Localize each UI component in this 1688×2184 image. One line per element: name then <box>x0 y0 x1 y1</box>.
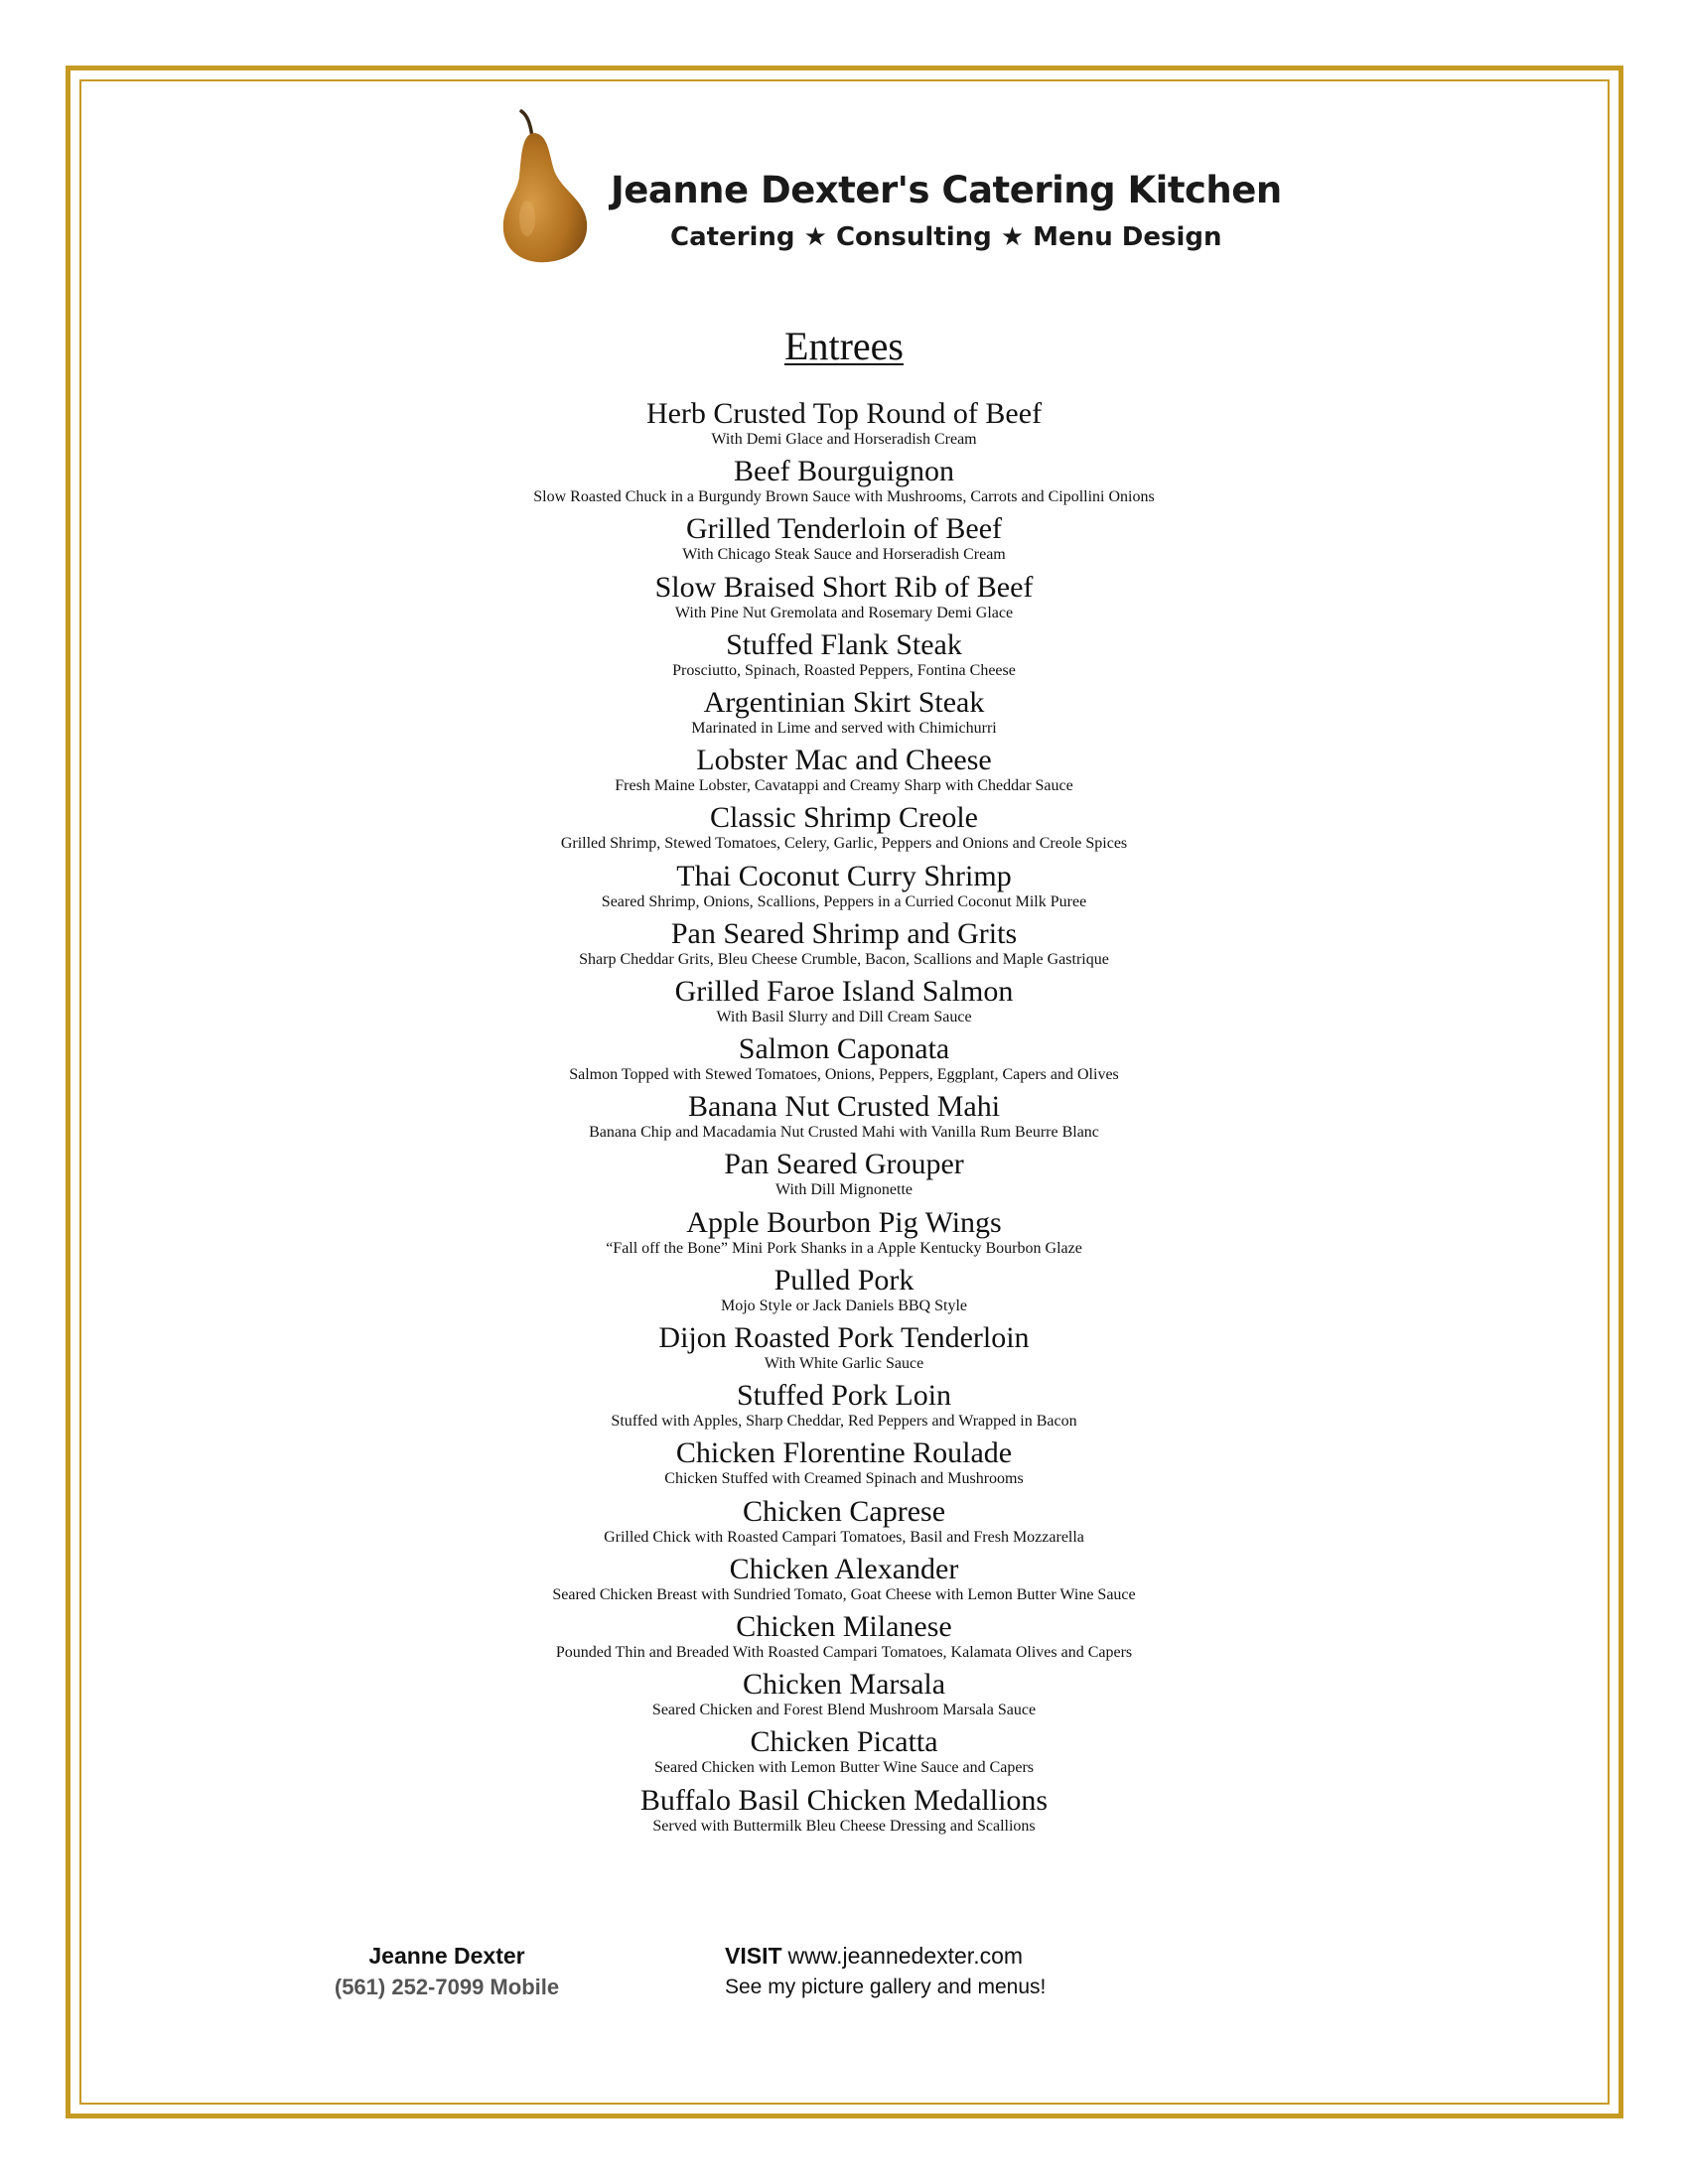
menu-item <box>149 917 1539 975</box>
visit-label: VISIT <box>725 1943 782 1969</box>
contact-info <box>298 1941 596 2004</box>
item-name: Argentinian Skirt Steak <box>703 685 985 719</box>
item-description: Grilled Shrimp, Stewed Tomatoes, Celery, Garlic, Peppers and Onions and Creole Spices <box>560 835 1128 853</box>
contact-name: Jeanne Dexter <box>368 1943 525 1969</box>
item-description: Stuffed with Apples, Sharp Cheddar, Red Peppers and Wrapped in Bacon <box>611 1413 1077 1431</box>
item-name: Buffalo Basil Chicken Medallions <box>639 1783 1049 1817</box>
item-description: With Basil Slurry and Dill Cream Sauce <box>716 1008 972 1025</box>
item-name: Pan Seared Shrimp and Grits <box>670 916 1018 950</box>
menu-item <box>149 397 1539 455</box>
menu-item <box>149 1610 1539 1668</box>
visit-info <box>725 1941 1122 2004</box>
item-name: Apple Bourbon Pig Wings <box>686 1205 1002 1239</box>
visit-note: See my picture gallery and menus! <box>725 1976 1047 1998</box>
item-name: Lobster Mac and Cheese <box>696 744 992 777</box>
item-description: With Chicago Steak Sauce and Horseradish Cream <box>682 546 1006 564</box>
menu-item <box>149 1495 1539 1553</box>
item-description: Seared Chicken Breast with Sundried Tomato, Goat Cheese with Lemon Butter Wine Sauce <box>552 1585 1136 1603</box>
menu-item <box>149 1725 1539 1783</box>
item-description: With Demi Glace and Horseradish Cream <box>711 431 977 448</box>
menu-item <box>149 1264 1539 1321</box>
item-description: Slow Roasted Chuck in a Burgundy Brown Sauce with Mushrooms, Carrots and Cipollini Onions <box>533 488 1155 506</box>
item-description: With Dill Mignonette <box>774 1181 913 1199</box>
item-name: Chicken Alexander <box>729 1552 959 1585</box>
item-description: Fresh Maine Lobster, Cavatappi and Creamy Sharp with Cheddar Sauce <box>615 777 1073 795</box>
item-name: Chicken Marsala <box>742 1668 946 1702</box>
menu-item <box>149 512 1539 570</box>
item-description: Served with Buttermilk Bleu Cheese Dressing and Scallions <box>652 1817 1036 1835</box>
item-name: Grilled Tenderloin of Beef <box>685 512 1003 546</box>
item-name: Herb Crusted Top Round of Beef <box>645 397 1043 430</box>
entree-list <box>149 397 1539 1842</box>
item-description: Mojo Style or Jack Daniels BBQ Style <box>721 1297 967 1314</box>
item-description: Banana Chip and Macadamia Nut Crusted Mahi with Vanilla Rum Beurre Blanc <box>589 1124 1099 1142</box>
menu-item <box>149 975 1539 1032</box>
item-description: “Fall off the Bone” Mini Pork Shanks in a Apple Kentucky Bourbon Glaze <box>606 1239 1082 1257</box>
brand-logo <box>499 107 1282 266</box>
menu-item <box>149 1321 1539 1379</box>
menu-item <box>149 744 1539 801</box>
menu-item <box>149 628 1539 686</box>
item-description: Prosciutto, Spinach, Roasted Peppers, Fontina Cheese <box>672 661 1016 679</box>
item-name: Slow Braised Short Rib of Beef <box>654 570 1034 604</box>
pear-icon <box>499 107 591 266</box>
item-name: Banana Nut Crusted Mahi <box>687 1090 1001 1124</box>
item-name: Chicken Picatta <box>750 1725 938 1759</box>
item-name: Stuffed Flank Steak <box>726 627 962 661</box>
item-description: Grilled Chick with Roasted Campari Tomatoes, Basil and Fresh Mozzarella <box>604 1528 1084 1546</box>
menu-item <box>149 1668 1539 1725</box>
item-description: Marinated in Lime and served with Chimichurri <box>691 719 997 737</box>
item-description: Chicken Stuffed with Creamed Spinach and Mushrooms <box>664 1470 1024 1488</box>
menu-item <box>149 455 1539 512</box>
item-name: Pan Seared Grouper <box>724 1148 964 1181</box>
item-description: Sharp Cheddar Grits, Bleu Cheese Crumble, Bacon, Scallions and Maple Gastrique <box>579 950 1109 968</box>
brand-tagline: Catering ★ Consulting ★ Menu Design <box>670 222 1222 252</box>
menu-item <box>149 1206 1539 1264</box>
menu-item <box>149 1436 1539 1494</box>
menu-item <box>149 1553 1539 1610</box>
item-name: Beef Bourguignon <box>734 455 954 488</box>
section-title: Entrees <box>784 324 904 368</box>
visit-line <box>725 1941 1122 1971</box>
item-name: Chicken Milanese <box>736 1609 952 1643</box>
item-name: Grilled Faroe Island Salmon <box>674 974 1014 1008</box>
contact-phone[interactable]: (561) 252-7099 Mobile <box>334 1975 560 1999</box>
item-description: With White Garlic Sauce <box>764 1355 924 1372</box>
item-name: Pulled Pork <box>774 1263 914 1297</box>
menu-item <box>149 1784 1539 1842</box>
item-description: Seared Chicken and Forest Blend Mushroom Marsala Sauce <box>651 1702 1037 1719</box>
item-name: Dijon Roasted Pork Tenderloin <box>658 1321 1030 1354</box>
website-link[interactable]: www.jeannedexter.com <box>787 1943 1024 1969</box>
menu-item <box>149 1090 1539 1148</box>
menu-item <box>149 686 1539 744</box>
item-description: Seared Chicken with Lemon Butter Wine Sauce and Capers <box>653 1759 1035 1777</box>
item-name: Salmon Caponata <box>738 1032 950 1066</box>
item-name: Classic Shrimp Creole <box>710 801 978 835</box>
menu-item <box>149 1379 1539 1436</box>
item-name: Chicken Florentine Roulade <box>675 1436 1013 1470</box>
item-description: With Pine Nut Gremolata and Rosemary Demi Glace <box>674 604 1014 621</box>
menu-item <box>149 860 1539 917</box>
menu-item <box>149 571 1539 628</box>
item-description: Salmon Topped with Stewed Tomatoes, Onions, Peppers, Eggplant, Capers and Olives <box>569 1066 1119 1084</box>
menu-item <box>149 1148 1539 1205</box>
item-name: Thai Coconut Curry Shrimp <box>676 859 1012 892</box>
item-name: Stuffed Pork Loin <box>736 1379 952 1413</box>
item-description: Pounded Thin and Breaded With Roasted Campari Tomatoes, Kalamata Olives and Capers <box>555 1643 1133 1661</box>
item-description: Seared Shrimp, Onions, Scallions, Peppers in a Curried Coconut Milk Puree <box>601 892 1087 910</box>
menu-item <box>149 801 1539 859</box>
brand-name: Jeanne Dexter's Catering Kitchen <box>611 169 1282 211</box>
menu-item <box>149 1032 1539 1090</box>
item-name: Chicken Caprese <box>742 1494 946 1528</box>
